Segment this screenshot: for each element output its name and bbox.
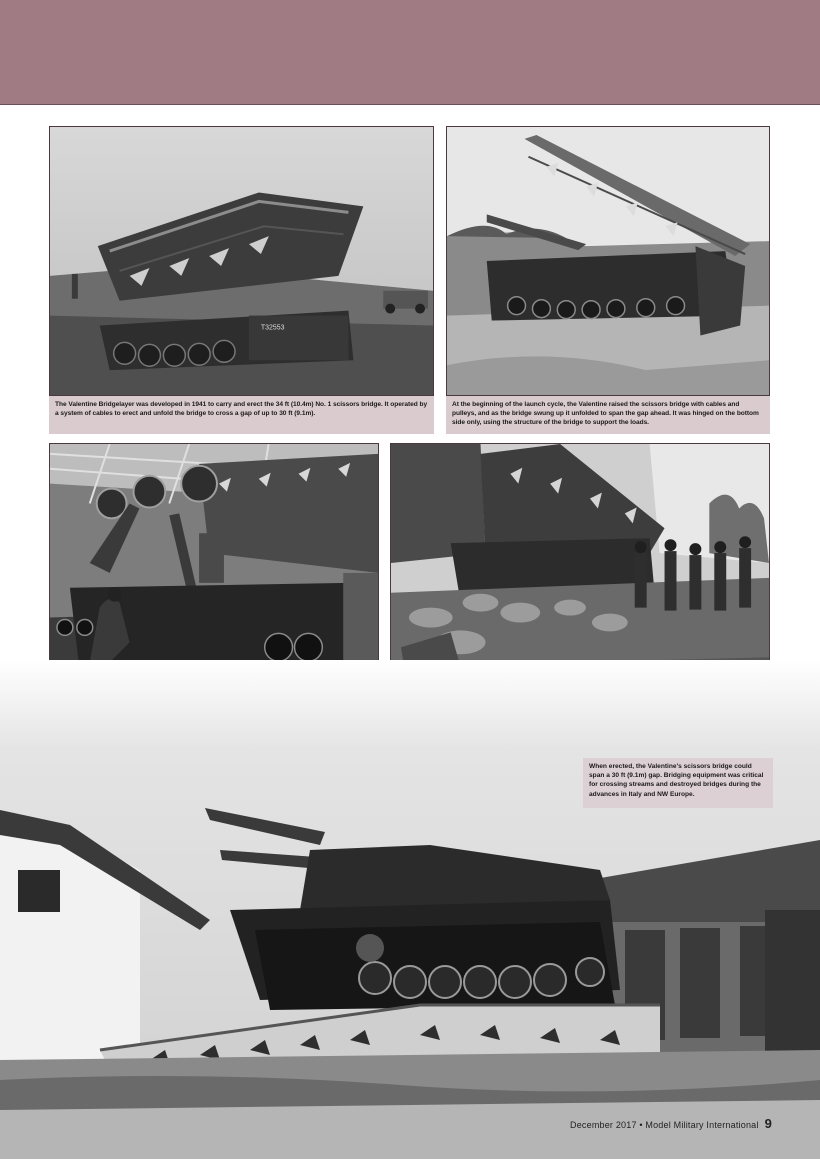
photo-italy-nw-europe — [390, 443, 770, 681]
caption-main-photo: When erected, the Valentine's scissors bridge could span a 30 ft (9.1m) gap. Bridging equipment was critical for crossing streams and destroyed bridges during the advances in Italy and NW Europe. — [583, 758, 773, 808]
photo-bridgelayer-field — [49, 126, 434, 396]
caption-photo-2: At the beginning of the launch cycle, the Valentine raised the scissors bridge with cables and pulleys, and as the bridge swung up it unfolded to span the gap ahead. It was hinged on the bottom side only, using the structure of the bridge to support the loads. — [446, 396, 770, 434]
page-footer — [570, 1116, 772, 1131]
photo-launch-cycle — [446, 126, 770, 396]
page-number: 9 — [764, 1116, 772, 1131]
vehicle-marking: T32553 — [260, 324, 285, 332]
issue-line: December 2017 • Model Military International — [570, 1120, 759, 1130]
caption-photo-1: The Valentine Bridgelayer was developed in 1941 to carry and erect the 34 ft (10.4m) No. 1 scissors bridge. It operated by a system of cables to erect and unfold the bridge to cross a gap of up to 30 ft (9.1m). — [49, 396, 434, 434]
photo-museum-display — [49, 443, 379, 681]
header-band — [0, 0, 820, 105]
photo-bridge-erected — [0, 660, 820, 1159]
